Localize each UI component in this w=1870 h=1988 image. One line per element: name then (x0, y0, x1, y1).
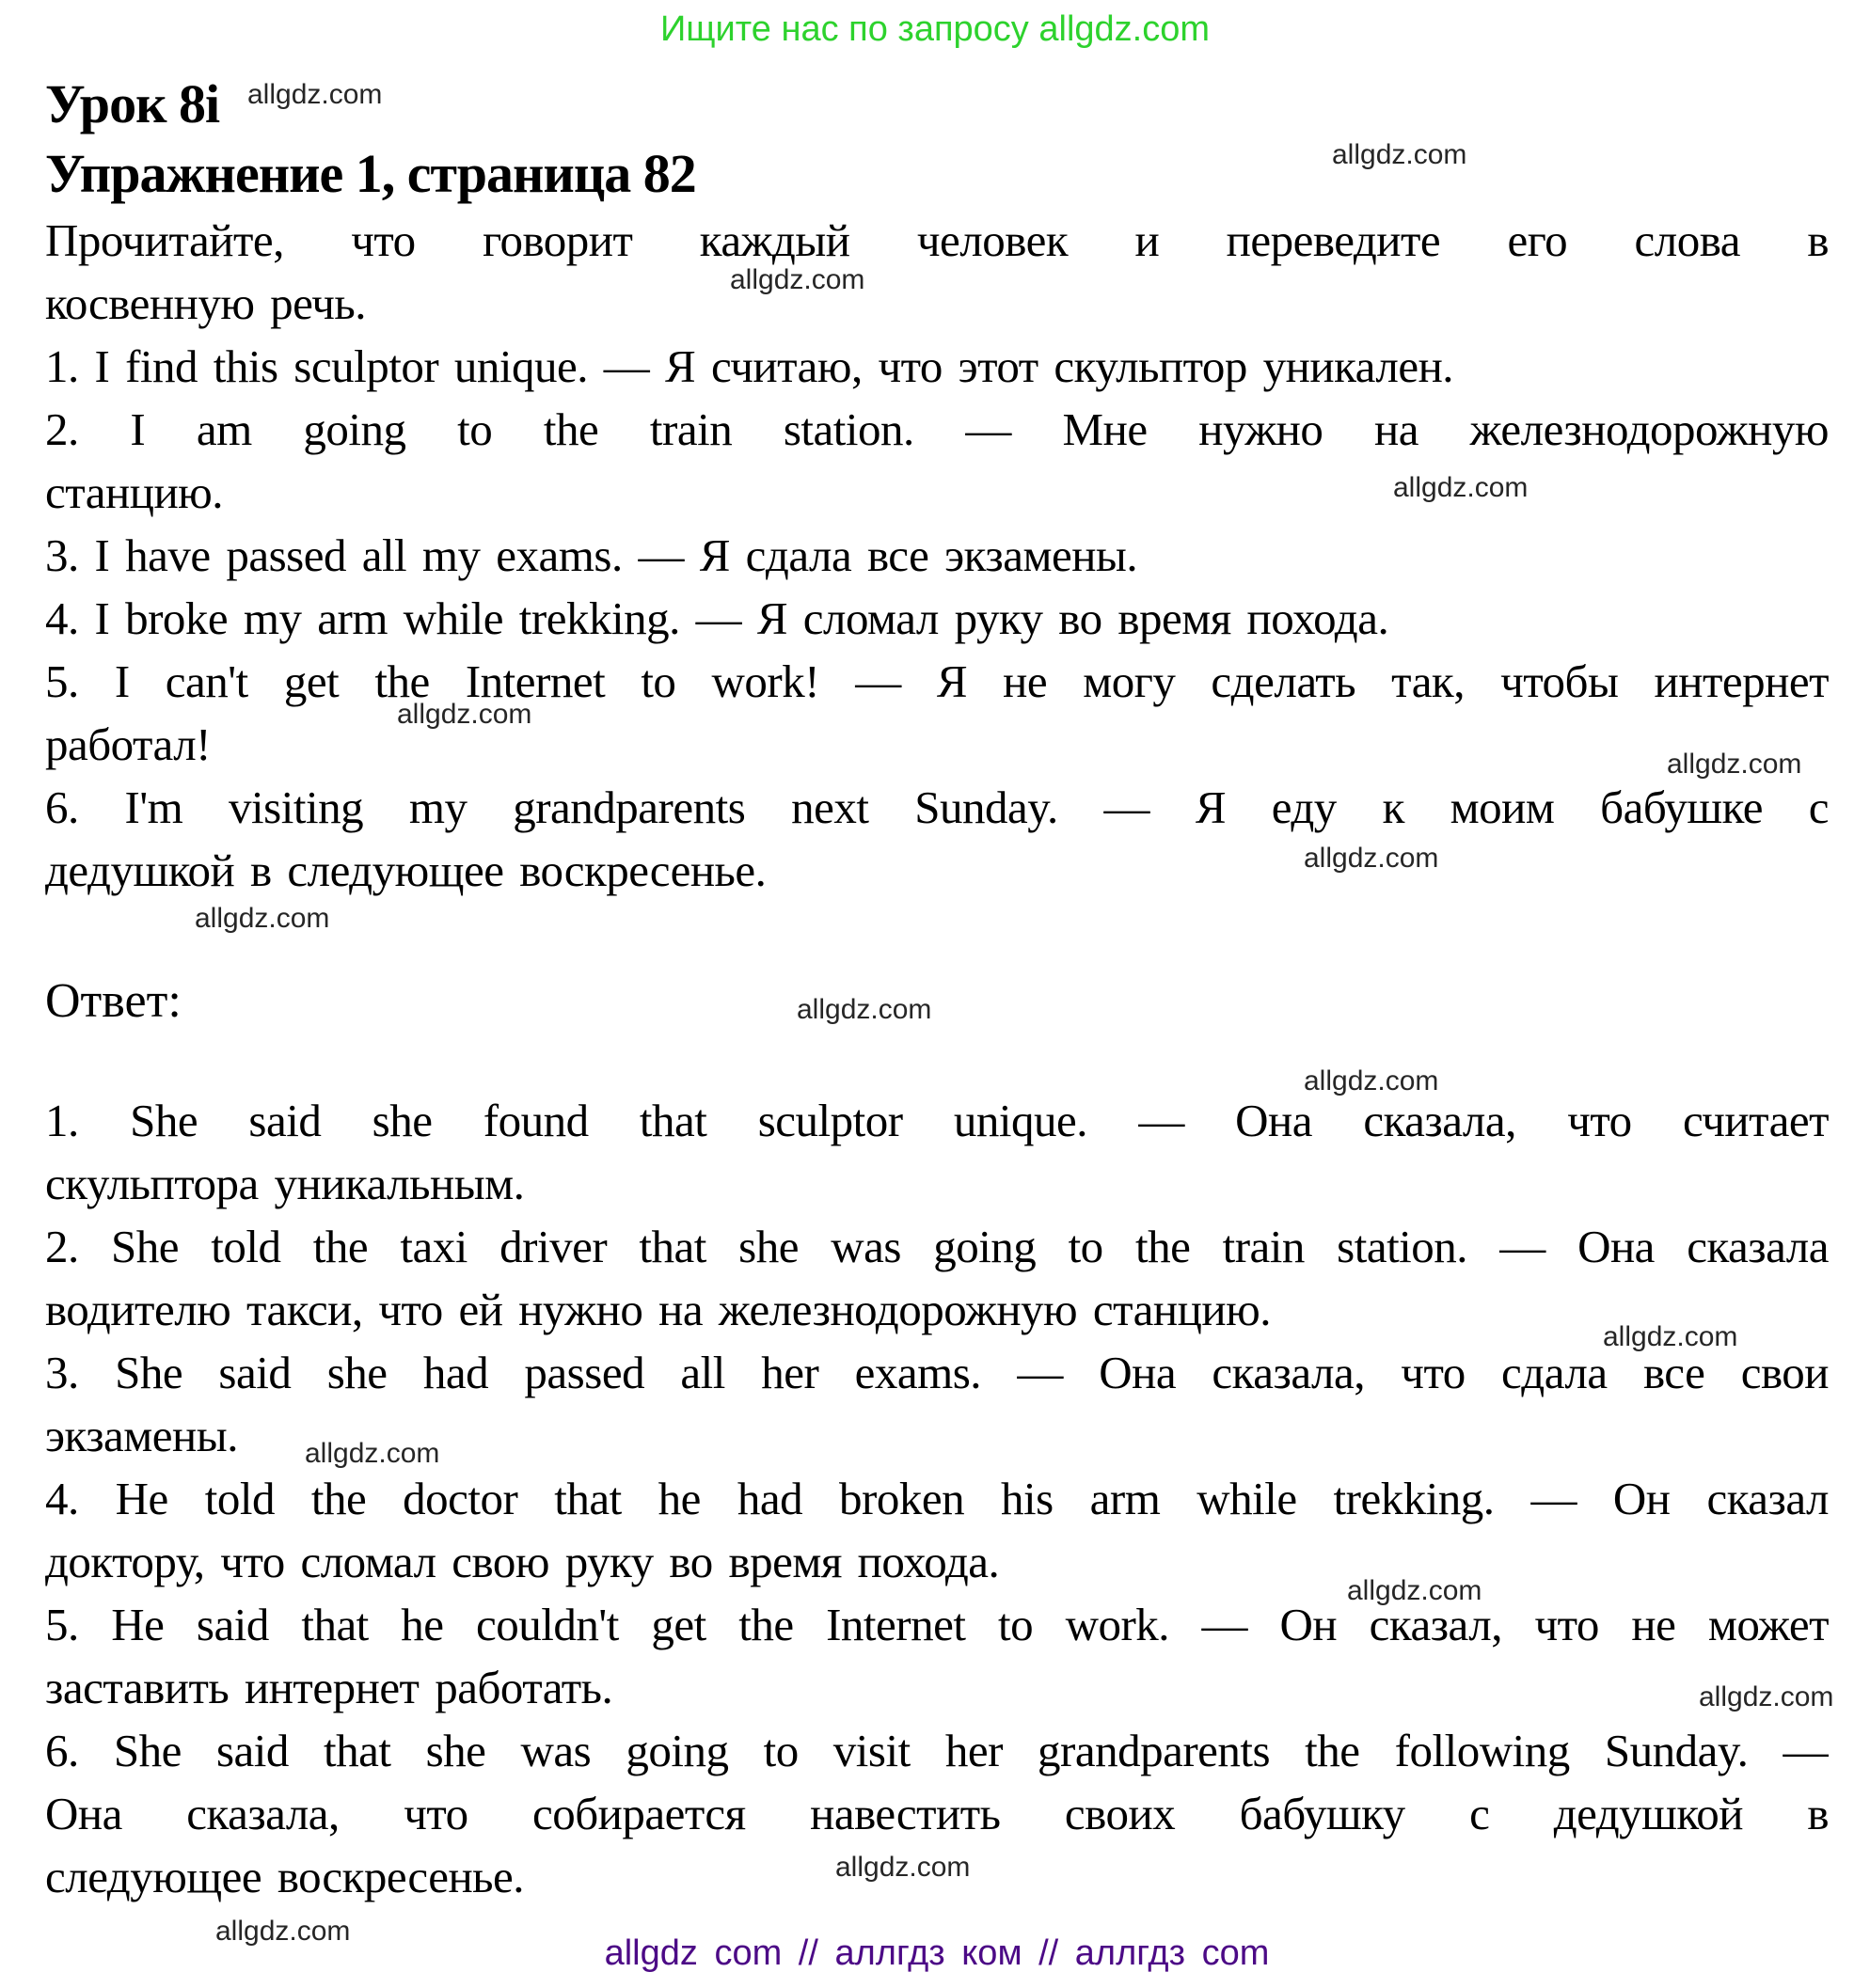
text-line: 4. He told the doctor that he had broken his arm while trekking. — Он сказал (45, 1473, 1829, 1524)
watermark-text: allgdz.com (1603, 1321, 1738, 1352)
watermark-text: allgdz.com (215, 1916, 351, 1947)
watermark-text: allgdz.com (835, 1852, 971, 1883)
text-line: следующее воскресенье. (45, 1851, 525, 1902)
watermark-text: allgdz.com (1667, 749, 1802, 780)
task-item-5 (45, 650, 1829, 776)
watermark-text: allgdz.com (1699, 1681, 1834, 1712)
watermark-text: allgdz.com (195, 903, 330, 934)
text-line: 5. I can't get the Internet to work! — Я не могу сделать так, чтобы интернет (45, 655, 1829, 707)
task-item-3 (45, 524, 1829, 587)
text-line: работал! (45, 718, 211, 770)
answer-label: Ответ: (45, 974, 182, 1028)
task-item-6 (45, 776, 1829, 902)
task-item-1 (45, 335, 1829, 398)
text-line: экзамены. (45, 1410, 238, 1461)
task-item-2 (45, 398, 1829, 524)
content-area (45, 70, 1829, 1976)
text-line: Прочитайте, что говорит каждый человек и переведите его слова в (45, 214, 1829, 266)
answer-item-1 (45, 1089, 1829, 1215)
text-line: станцию. (45, 466, 224, 518)
answers-section (45, 1089, 1829, 1908)
lesson-heading: Урок 8i (45, 73, 220, 134)
watermark-text: allgdz.com (730, 264, 865, 295)
text-line: заставить интернет работать. (45, 1662, 613, 1713)
watermark-text: allgdz.com (1393, 472, 1529, 503)
exercise-heading: Упражнение 1, страница 82 (45, 143, 696, 204)
watermark-text: allgdz.com (247, 79, 383, 110)
answer-item-5 (45, 1593, 1829, 1719)
watermark-text: allgdz.com (397, 699, 532, 730)
watermark-text: allgdz.com (1304, 1065, 1439, 1097)
text-line: водителю такси, что ей нужно на железнодорожную станцию. (45, 1284, 1271, 1335)
text-line: 5. He said that he couldn't get the Internet to work. — Он сказал, что не может (45, 1599, 1829, 1650)
text-line: Она сказала, что собирается навестить своих бабушку с дедушкой в (45, 1788, 1829, 1839)
watermark-text: allgdz.com (1347, 1575, 1482, 1606)
text-line: скульптора уникальным. (45, 1158, 525, 1209)
text-line: 4. I broke my arm while trekking. — Я сломал руку во время похода. (45, 592, 1389, 644)
text-line: 3. I have passed all my exams. — Я сдала все экзамены. (45, 529, 1138, 581)
watermark-text: allgdz.com (1304, 843, 1439, 874)
watermark-text: allgdz.com (1332, 139, 1467, 170)
watermark-text: allgdz.com (797, 994, 932, 1025)
footer-banner: allgdz com // аллгдз ком // аллгдз com (604, 1933, 1270, 1973)
text-line: 2. She told the taxi driver that she was going to the train station. — Она сказала (45, 1221, 1829, 1272)
text-line: дедушкой в следующее воскресенье. (45, 844, 767, 896)
text-line: 6. She said that she was going to visit her grandparents the following Sunday. — (45, 1725, 1829, 1776)
text-line: доктору, что сломал свою руку во время похода. (45, 1536, 1000, 1587)
watermark-text: allgdz.com (305, 1438, 440, 1469)
top-banner: Ищите нас по запросу allgdz.com (659, 9, 1210, 49)
text-line: 1. She said she found that sculptor unique. — Она сказала, что считает (45, 1095, 1829, 1146)
answer-item-4 (45, 1467, 1829, 1593)
text-line: 1. I find this sculptor unique. — Я считаю, что этот скульптор уникален. (45, 340, 1454, 392)
text-line: 3. She said she had passed all her exams. — Она сказала, что сдала все свои (45, 1347, 1829, 1398)
task-item-4 (45, 587, 1829, 650)
task-intro (45, 209, 1829, 335)
text-line: 2. I am going to the train station. — Мне нужно на железнодорожную (45, 403, 1829, 455)
answer-item-2 (45, 1215, 1829, 1341)
text-line: косвенную речь. (45, 277, 366, 329)
text-line: 6. I'm visiting my grandparents next Sunday. — Я еду к моим бабушке с (45, 781, 1829, 833)
